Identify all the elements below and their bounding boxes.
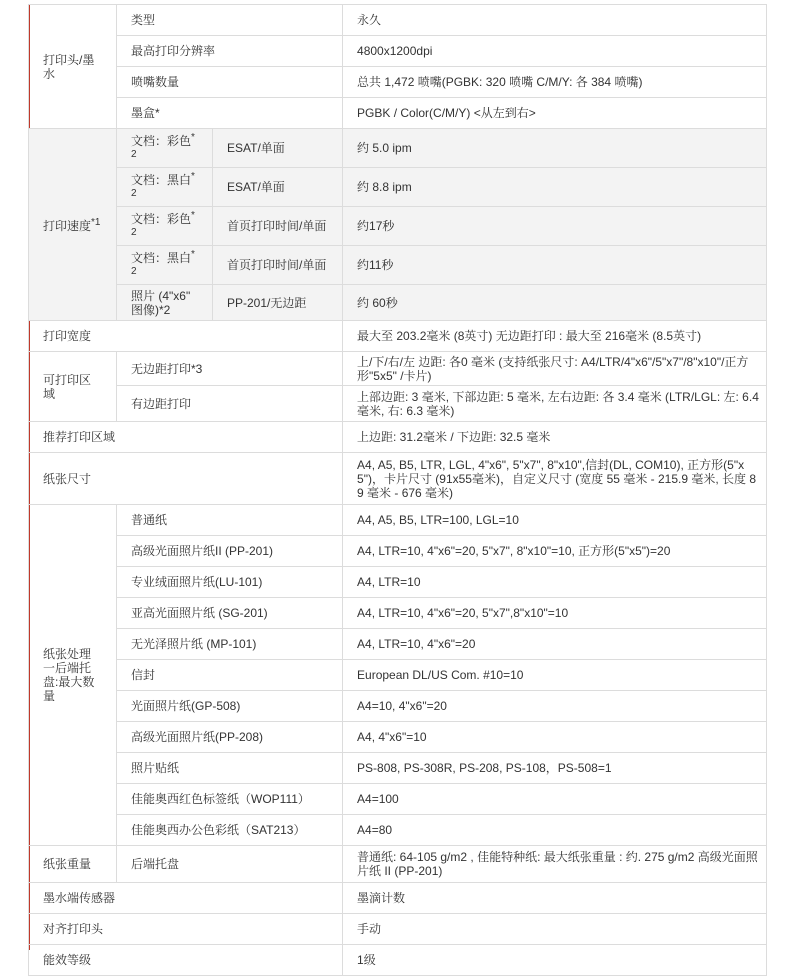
row-label: 普通纸 bbox=[117, 505, 343, 536]
row-value: 最大至 203.2毫米 (8英寸) 无边距打印 : 最大至 216毫米 (8.5英寸) bbox=[343, 321, 767, 352]
table-row bbox=[29, 36, 767, 67]
footnote-mark: *2 bbox=[131, 249, 195, 277]
row-label: 照片贴纸 bbox=[117, 753, 343, 784]
row-label: 后端托盘 bbox=[117, 846, 343, 883]
row-label-text: 文档：黑白 bbox=[131, 251, 192, 265]
table-row bbox=[29, 722, 767, 753]
row-value: A4, LTR=10, 4"x6"=20, 5"x7", 8"x10"=10, 正方形(5"x5")=20 bbox=[343, 536, 767, 567]
category-align: 对齐打印头 bbox=[29, 914, 343, 945]
row-label bbox=[117, 207, 213, 246]
row-value: 约11秒 bbox=[343, 246, 767, 285]
table-row bbox=[29, 660, 767, 691]
row-label: 照片 (4"x6" 图像)*2 bbox=[117, 285, 213, 321]
row-mode: 首页打印时间/单面 bbox=[213, 246, 343, 285]
table-row bbox=[29, 386, 767, 422]
category-recommended: 推荐打印区域 bbox=[29, 422, 343, 453]
row-value: A4, LTR=10 bbox=[343, 567, 767, 598]
spec-table bbox=[28, 4, 767, 976]
footnote-mark: *2 bbox=[131, 171, 195, 199]
row-mode: ESAT/单面 bbox=[213, 168, 343, 207]
row-value: 永久 bbox=[343, 5, 767, 36]
row-value: A4, A5, B5, LTR, LGL, 4"x6", 5"x7", 8"x10",信封(DL, COM10), 正方形(5"x5")，卡片尺寸 (91x55毫米)，自定义尺寸 (宽度 55 毫米 - 215.9 毫米, 长度 89 毫米 - 676 毫米) bbox=[343, 453, 767, 505]
table-row bbox=[29, 815, 767, 846]
table-row bbox=[29, 753, 767, 784]
row-label: 有边距打印 bbox=[117, 386, 343, 422]
row-value: 4800x1200dpi bbox=[343, 36, 767, 67]
category-printhead: 打印头/墨水 bbox=[29, 5, 117, 129]
table-row bbox=[29, 352, 767, 386]
row-value: 上边距: 31.2毫米 / 下边距: 32.5 毫米 bbox=[343, 422, 767, 453]
table-row bbox=[29, 67, 767, 98]
table-row bbox=[29, 321, 767, 352]
row-value: 1级 bbox=[343, 945, 767, 976]
row-value: 普通纸: 64-105 g/m2 , 佳能特种纸: 最大纸张重量 : 约. 275 g/m2 高级光面照片纸 II (PP-201) bbox=[343, 846, 767, 883]
row-label bbox=[117, 168, 213, 207]
row-label: 佳能奥西红色标签纸（WOP111） bbox=[117, 784, 343, 815]
row-label: 类型 bbox=[117, 5, 343, 36]
category-width: 打印宽度 bbox=[29, 321, 343, 352]
table-row bbox=[29, 945, 767, 976]
row-mode: PP-201/无边距 bbox=[213, 285, 343, 321]
row-label: 专业绒面照片纸(LU-101) bbox=[117, 567, 343, 598]
row-value: 墨滴计数 bbox=[343, 883, 767, 914]
table-row bbox=[29, 246, 767, 285]
footnote-mark: *2 bbox=[131, 132, 195, 160]
row-value: European DL/US Com. #10=10 bbox=[343, 660, 767, 691]
category-energy: 能效等级 bbox=[29, 945, 343, 976]
row-label-text: 文档：彩色 bbox=[131, 212, 192, 226]
row-label: 光面照片纸(GP-508) bbox=[117, 691, 343, 722]
table-row bbox=[29, 98, 767, 129]
row-label: 无光泽照片纸 (MP-101) bbox=[117, 629, 343, 660]
category-sensor: 墨水端传感器 bbox=[29, 883, 343, 914]
footnote-mark: *1 bbox=[91, 217, 101, 228]
row-value: A4=10, 4"x6"=20 bbox=[343, 691, 767, 722]
table-row bbox=[29, 5, 767, 36]
table-row bbox=[29, 691, 767, 722]
table-row bbox=[29, 784, 767, 815]
row-label: 最高打印分辨率 bbox=[117, 36, 343, 67]
row-value: PS-808, PS-308R, PS-208, PS-108，PS-508=1 bbox=[343, 753, 767, 784]
table-row bbox=[29, 914, 767, 945]
row-mode: ESAT/单面 bbox=[213, 129, 343, 168]
row-value: A4=100 bbox=[343, 784, 767, 815]
row-value: 上/下/右/左 边距: 各0 毫米 (支持纸张尺寸: A4/LTR/4"x6"/5"x7"/8"x10"/正方形"5x5" /卡片) bbox=[343, 352, 767, 386]
row-value: A4, 4"x6"=10 bbox=[343, 722, 767, 753]
row-label: 亚高光面照片纸 (SG-201) bbox=[117, 598, 343, 629]
category-area: 可打印区域 bbox=[29, 352, 117, 422]
row-mode: 首页打印时间/单面 bbox=[213, 207, 343, 246]
table-row bbox=[29, 598, 767, 629]
category-label: 打印速度 bbox=[43, 219, 92, 233]
table-row bbox=[29, 285, 767, 321]
row-value: 上部边距: 3 毫米, 下部边距: 5 毫米, 左右边距: 各 3.4 毫米 (LTR/LGL: 左: 6.4 毫米, 右: 6.3 毫米) bbox=[343, 386, 767, 422]
row-label-text: 文档：彩色 bbox=[131, 134, 192, 148]
row-value: 总共 1,472 喷嘴(PGBK: 320 喷嘴 C/M/Y: 各 384 喷嘴) bbox=[343, 67, 767, 98]
row-value: A4, LTR=10, 4"x6"=20, 5"x7",8"x10"=10 bbox=[343, 598, 767, 629]
table-row bbox=[29, 129, 767, 168]
footnote-mark: *2 bbox=[131, 210, 195, 238]
table-row bbox=[29, 453, 767, 505]
row-value: 约 5.0 ipm bbox=[343, 129, 767, 168]
row-label: 高级光面照片纸(PP-208) bbox=[117, 722, 343, 753]
table-row bbox=[29, 883, 767, 914]
table-row bbox=[29, 536, 767, 567]
category-handling: 纸张处理一后端托盘:最大数量 bbox=[29, 505, 117, 846]
row-value: 约17秒 bbox=[343, 207, 767, 246]
category-speed bbox=[29, 129, 117, 321]
table-row bbox=[29, 629, 767, 660]
table-row bbox=[29, 168, 767, 207]
table-row bbox=[29, 422, 767, 453]
row-value: 约 60秒 bbox=[343, 285, 767, 321]
row-value: 手动 bbox=[343, 914, 767, 945]
row-label bbox=[117, 246, 213, 285]
table-row bbox=[29, 505, 767, 536]
table-row bbox=[29, 207, 767, 246]
row-value: A4, LTR=10, 4"x6"=20 bbox=[343, 629, 767, 660]
table-row bbox=[29, 846, 767, 883]
row-value: PGBK / Color(C/M/Y) <从左到右> bbox=[343, 98, 767, 129]
row-label bbox=[117, 129, 213, 168]
row-value: 约 8.8 ipm bbox=[343, 168, 767, 207]
category-papersize: 纸张尺寸 bbox=[29, 453, 343, 505]
row-value: A4, A5, B5, LTR=100, LGL=10 bbox=[343, 505, 767, 536]
row-label: 佳能奥西办公色彩纸（SAT213） bbox=[117, 815, 343, 846]
category-weight: 纸张重量 bbox=[29, 846, 117, 883]
table-row bbox=[29, 567, 767, 598]
row-label: 墨盒* bbox=[117, 98, 343, 129]
row-label: 信封 bbox=[117, 660, 343, 691]
row-label: 无边距打印*3 bbox=[117, 352, 343, 386]
row-label: 喷嘴数量 bbox=[117, 67, 343, 98]
row-value: A4=80 bbox=[343, 815, 767, 846]
row-label-text: 文档：黑白 bbox=[131, 173, 192, 187]
row-label: 高级光面照片纸II (PP-201) bbox=[117, 536, 343, 567]
